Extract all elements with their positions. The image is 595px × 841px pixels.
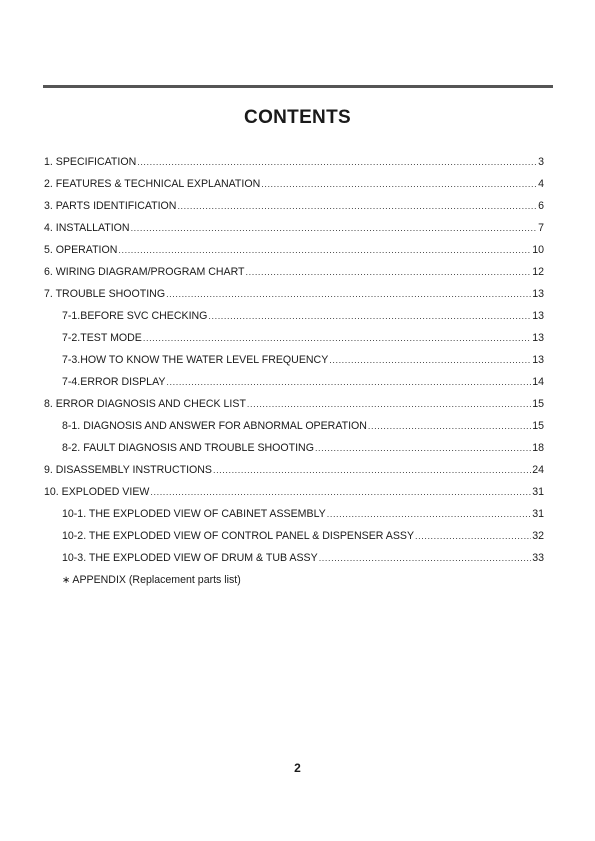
toc-entry-label: 7-3.HOW TO KNOW THE WATER LEVEL FREQUENCY <box>62 354 329 366</box>
toc-entry-label: 7. TROUBLE SHOOTING <box>44 288 166 300</box>
toc-subentry[interactable] <box>44 327 544 349</box>
appendix-note <box>44 569 544 591</box>
toc-subentry[interactable] <box>44 547 544 569</box>
toc-leader-dots <box>213 459 531 481</box>
toc-entry-label: 8-1. DIAGNOSIS AND ANSWER FOR ABNORMAL OPERATION <box>62 420 367 432</box>
toc-entry-page: 14 <box>532 376 544 388</box>
toc-leader-dots <box>118 239 531 261</box>
appendix-label: APPENDIX (Replacement parts list) <box>72 574 241 586</box>
toc-entry-page: 12 <box>532 266 544 278</box>
toc-entry-page: 10 <box>532 244 544 256</box>
toc-leader-dots <box>166 283 531 305</box>
toc-entry[interactable] <box>44 195 544 217</box>
toc-leader-dots <box>166 371 531 393</box>
toc-entry-label: 2. FEATURES & TECHNICAL EXPLANATION <box>44 178 261 190</box>
toc-entry-page: 6 <box>538 200 544 212</box>
toc-entry-page: 31 <box>532 508 544 520</box>
toc-leader-dots <box>327 503 531 525</box>
toc-leader-dots <box>150 481 531 503</box>
toc-leader-dots <box>261 173 537 195</box>
toc-entry-label: 7-4.ERROR DISPLAY <box>62 376 166 388</box>
toc-entry-page: 32 <box>532 530 544 542</box>
toc-entry[interactable] <box>44 151 544 173</box>
toc-subentry[interactable] <box>44 305 544 327</box>
toc-entry-label: 5. OPERATION <box>44 244 118 256</box>
toc-entry-page: 15 <box>532 398 544 410</box>
toc-entry-page: 13 <box>532 354 544 366</box>
toc-subentry[interactable] <box>44 525 544 547</box>
toc-entry-label: 10-3. THE EXPLODED VIEW OF DRUM & TUB ASSY <box>62 552 318 564</box>
toc-entry-label: 6. WIRING DIAGRAM/PROGRAM CHART <box>44 266 245 278</box>
toc-leader-dots <box>415 525 531 547</box>
toc-leader-dots <box>131 217 538 239</box>
toc-entry-page: 18 <box>532 442 544 454</box>
toc-entry[interactable] <box>44 283 544 305</box>
toc-entry-label: 1. SPECIFICATION <box>44 156 137 168</box>
asterisk-icon: ∗ <box>62 575 71 586</box>
toc-entry-label: 9. DISASSEMBLY INSTRUCTIONS <box>44 464 212 476</box>
toc-leader-dots <box>208 305 531 327</box>
toc-entry-label: 8. ERROR DIAGNOSIS AND CHECK LIST <box>44 398 246 410</box>
toc-subentry[interactable] <box>44 503 544 525</box>
toc-entry-page: 13 <box>532 288 544 300</box>
toc-leader-dots <box>177 195 537 217</box>
toc-entry[interactable] <box>44 239 544 261</box>
toc-entry[interactable] <box>44 261 544 283</box>
toc-leader-dots <box>143 327 531 349</box>
toc-leader-dots <box>329 349 531 371</box>
toc-leader-dots <box>319 547 532 569</box>
toc-entry-label: 4. INSTALLATION <box>44 222 130 234</box>
toc-entry[interactable] <box>44 173 544 195</box>
toc-subentry[interactable] <box>44 371 544 393</box>
toc-leader-dots <box>247 393 531 415</box>
page-number: 2 <box>294 761 301 775</box>
toc-entry-page: 7 <box>538 222 544 234</box>
table-of-contents <box>44 151 544 591</box>
toc-entry[interactable] <box>44 217 544 239</box>
toc-subentry[interactable] <box>44 415 544 437</box>
toc-entry-page: 31 <box>532 486 544 498</box>
toc-leader-dots <box>246 261 532 283</box>
toc-entry-label: 7-2.TEST MODE <box>62 332 142 344</box>
toc-subentry[interactable] <box>44 437 544 459</box>
toc-entry-page: 13 <box>532 310 544 322</box>
toc-leader-dots <box>137 151 537 173</box>
toc-entry[interactable] <box>44 393 544 415</box>
toc-leader-dots <box>368 415 531 437</box>
toc-entry-page: 4 <box>538 178 544 190</box>
toc-entry-label: 7-1.BEFORE SVC CHECKING <box>62 310 208 322</box>
page-title: CONTENTS <box>244 107 351 128</box>
toc-entry[interactable] <box>44 481 544 503</box>
toc-entry[interactable] <box>44 459 544 481</box>
toc-subentry[interactable] <box>44 349 544 371</box>
toc-entry-page: 13 <box>532 332 544 344</box>
toc-leader-dots <box>315 437 531 459</box>
top-rule <box>43 85 553 88</box>
toc-entry-page: 15 <box>532 420 544 432</box>
toc-entry-label: 10. EXPLODED VIEW <box>44 486 150 498</box>
toc-entry-label: 10-1. THE EXPLODED VIEW OF CABINET ASSEMBLY <box>62 508 326 520</box>
toc-entry-page: 33 <box>532 552 544 564</box>
toc-entry-label: 3. PARTS IDENTIFICATION <box>44 200 177 212</box>
toc-entry-page: 3 <box>538 156 544 168</box>
toc-entry-label: 10-2. THE EXPLODED VIEW OF CONTROL PANEL & DISPENSER ASSY <box>62 530 415 542</box>
toc-entry-page: 24 <box>532 464 544 476</box>
toc-entry-label: 8-2. FAULT DIAGNOSIS AND TROUBLE SHOOTING <box>62 442 314 454</box>
